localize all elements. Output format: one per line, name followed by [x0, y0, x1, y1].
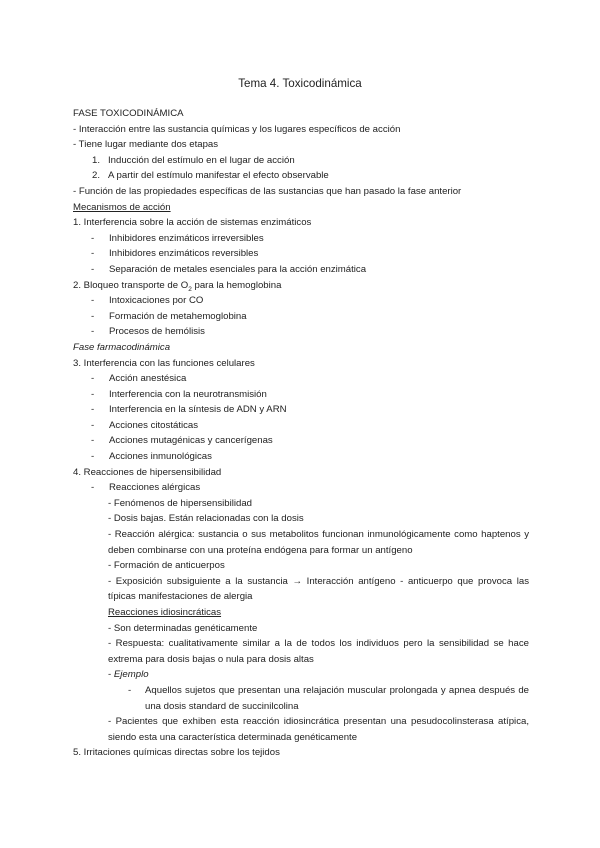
list-item: - Acciones mutagénicas y cancerígenas: [91, 435, 273, 447]
bullet-dash: -: [128, 684, 132, 696]
list-item-text: Acciones mutagénicas y cancerígenas: [109, 435, 273, 447]
example-label: - Ejemplo: [108, 669, 149, 681]
list-item-text: Procesos de hemólisis: [109, 326, 205, 338]
list-item-text: Inhibidores enzimáticos reversibles: [109, 248, 259, 260]
list-item-text: Intoxicaciones por CO: [109, 295, 204, 307]
list-item: - Reacciones alérgicas: [91, 482, 201, 494]
function-line: - Función de las propiedades específicas de las sustancias que han pasado la fase anterior: [73, 185, 462, 197]
list-item: - Inhibidores enzimáticos irreversibles: [91, 232, 264, 244]
title-part: para la hemoglobina: [191, 279, 282, 291]
section-heading: FASE TOXICODINÁMICA: [73, 108, 184, 119]
mechanism-title: 5. Irritaciones químicas directas sobre los tejidos: [73, 747, 280, 759]
title-subscript: 2: [188, 285, 192, 293]
list-item-text: Acciones citostáticas: [109, 419, 199, 431]
list-item: - Intoxicaciones por CO: [91, 295, 204, 307]
document-body: [73, 106, 529, 761]
detail-line: - Dosis bajas. Están relacionadas con la dosis: [108, 513, 304, 525]
detail-paragraph: - Pacientes que exhiben esta reacción idiosincrática presentan una pesudocolinsterasa atípica, siendo esta una característica determinada genéticamente: [108, 716, 529, 743]
detail-paragraph: - Exposición subsiguiente a la sustancia → Interacción antígeno - anticuerpo que provoca las típicas manifestaciones de alergia: [108, 575, 529, 603]
stage-text: Inducción del estímulo en el lugar de acción: [108, 154, 295, 166]
detail-line: - Formación de anticuerpos: [108, 560, 225, 572]
list-item-text: Inhibidores enzimáticos irreversibles: [109, 232, 264, 244]
list-item-text: Interferencia en la síntesis de ADN y ARN: [109, 404, 287, 416]
mechanism-title: [73, 278, 529, 294]
list-item-text: Separación de metales esenciales para la acción enzimática: [109, 263, 367, 275]
list-item: - Acción anestésica: [91, 373, 187, 385]
phase-label: Fase farmacodinámica: [73, 341, 171, 353]
page-title: Tema 4. Toxicodinámica: [238, 77, 362, 90]
list-item: - Acciones inmunológicas: [91, 451, 212, 463]
list-item-text: Acciones inmunológicas: [109, 451, 212, 463]
example-label-text: Ejemplo: [113, 669, 149, 681]
mechanism-title: 3. Interferencia con las funciones celulares: [73, 357, 255, 369]
list-item-text: Acción anestésica: [109, 373, 187, 385]
list-item: - Acciones citostáticas: [91, 419, 199, 431]
intro-line: - Tiene lugar mediante dos etapas: [73, 139, 219, 151]
title-part: 2. Bloqueo transporte de O: [73, 279, 189, 291]
list-item: - Formación de metahemoglobina: [91, 310, 247, 322]
detail-paragraph: - Respuesta: cualitativamente similar a la de todos los individuos pero la sensibilidad se hace extrema para dosis bajas o nula para dosis altas: [108, 638, 529, 665]
stage-text: A partir del estímulo manifestar el efecto observable: [108, 170, 329, 182]
list-item: - Separación de metales esenciales para la acción enzimática: [91, 263, 367, 275]
list-item-text: Reacciones alérgicas: [109, 482, 201, 494]
stage-number: 2.: [92, 170, 101, 182]
list-item-text: Formación de metahemoglobina: [109, 310, 247, 322]
mechanisms-heading: Mecanismos de acción: [73, 201, 171, 213]
mechanism-title: 4. Reacciones de hipersensibilidad: [73, 466, 222, 478]
detail-line: - Son determinadas genéticamente: [108, 622, 258, 634]
stage-item: [73, 153, 529, 169]
stage-item: [73, 168, 529, 184]
detail-line: - Fenómenos de hipersensibilidad: [108, 497, 252, 509]
list-item: - Procesos de hemólisis: [91, 326, 205, 338]
detail-paragraph: - Reacción alérgica: sustancia o sus metabolitos funcionan inmunológicamente como haptenos y deben combinarse con una proteína endógena para formar un antígeno: [108, 529, 529, 556]
list-item: - Interferencia en la síntesis de ADN y ARN: [91, 404, 287, 416]
example-item: [73, 683, 529, 714]
example-text: Aquellos sujetos que presentan una relajación muscular prolongada y apnea después de una dosis standard de succinilcolina: [145, 684, 529, 712]
mechanism-title: 1. Interferencia sobre la acción de sistemas enzimáticos: [73, 217, 312, 229]
stage-number: 1.: [92, 154, 101, 166]
list-item: - Inhibidores enzimáticos reversibles: [91, 248, 259, 260]
list-item: - Interferencia con la neurotransmisión: [91, 388, 267, 400]
subheading: Reacciones idiosincráticas: [108, 607, 222, 618]
intro-line: - Interacción entre las sustancia químicas y los lugares específicos de acción: [73, 123, 401, 135]
list-item-text: Interferencia con la neurotransmisión: [109, 388, 267, 400]
